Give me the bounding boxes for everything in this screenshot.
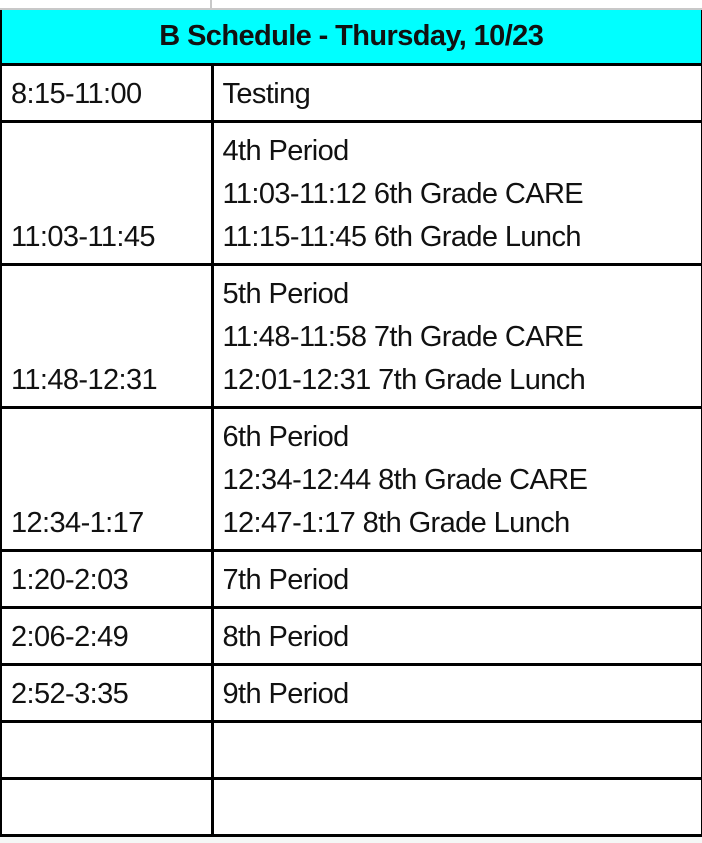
header-row — [1, 10, 702, 65]
time-cell[interactable]: 12:34-1:17 — [1, 408, 212, 551]
table-row — [1, 65, 702, 122]
table-row — [1, 408, 702, 551]
activity-line: 7th Period — [222, 564, 349, 596]
table-row — [1, 608, 702, 665]
activity-cell[interactable] — [212, 122, 702, 265]
activity-line — [223, 730, 701, 773]
activity-cell[interactable] — [212, 551, 702, 608]
activity-cell[interactable] — [212, 65, 702, 122]
activity-line: 12:34-12:44 8th Grade CARE — [222, 464, 588, 496]
activity-cell[interactable] — [212, 265, 702, 408]
table-row — [1, 779, 702, 836]
activity-line: Testing — [222, 78, 311, 110]
table-row — [1, 122, 702, 265]
activity-line: 9th Period — [222, 678, 349, 710]
activity-line: 6th Period — [222, 421, 349, 453]
activity-line: 11:48-11:58 7th Grade CARE — [222, 321, 584, 353]
activity-line: 8th Period — [222, 621, 349, 653]
activity-cell[interactable] — [212, 665, 702, 722]
table-row — [1, 665, 702, 722]
activity-line: 4th Period — [222, 135, 349, 167]
activity-cell[interactable] — [212, 408, 702, 551]
time-cell[interactable]: 8:15-11:00 — [1, 65, 212, 122]
activity-cell[interactable] — [212, 608, 702, 665]
activity-line: 12:47-1:17 8th Grade Lunch — [222, 507, 570, 539]
table-row — [1, 551, 702, 608]
activity-cell[interactable] — [212, 779, 702, 836]
activity-line: 12:01-12:31 7th Grade Lunch — [222, 364, 586, 396]
time-cell[interactable]: 11:03-11:45 — [1, 122, 212, 265]
activity-line: 11:03-11:12 6th Grade CARE — [222, 178, 584, 210]
activity-cell[interactable] — [212, 722, 702, 779]
time-cell[interactable] — [1, 779, 212, 836]
time-cell[interactable]: 1:20-2:03 — [1, 551, 212, 608]
activity-line: 5th Period — [222, 278, 349, 310]
activity-line: 11:15-11:45 6th Grade Lunch — [222, 221, 581, 253]
activity-line — [223, 787, 701, 830]
schedule-table — [0, 10, 702, 837]
time-cell[interactable]: 2:06-2:49 — [1, 608, 212, 665]
schedule-title[interactable]: B Schedule - Thursday, 10/23 — [1, 10, 702, 65]
table-row — [1, 265, 702, 408]
time-cell[interactable] — [1, 722, 212, 779]
time-cell[interactable]: 2:52-3:35 — [1, 665, 212, 722]
table-row — [1, 722, 702, 779]
time-cell[interactable]: 11:48-12:31 — [1, 265, 212, 408]
